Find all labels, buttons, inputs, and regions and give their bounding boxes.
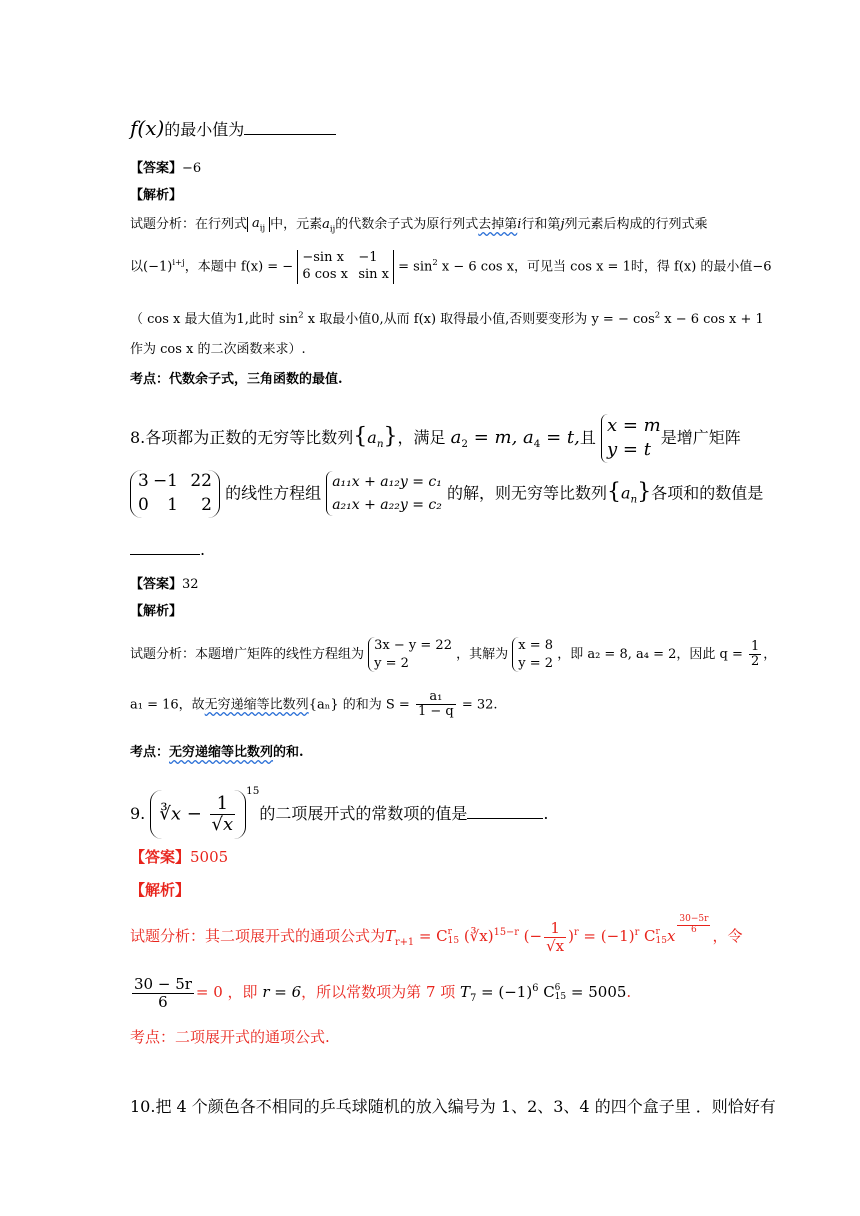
- formula: x: [666, 927, 676, 945]
- exponent-fraction: [677, 915, 710, 936]
- determinant: [297, 250, 394, 284]
- formula: (∛x): [459, 927, 494, 945]
- formula-sup: 6: [554, 983, 561, 993]
- system-xy: [601, 414, 661, 463]
- q8-blank-line: [130, 540, 205, 559]
- q9-analysis-line1: [130, 913, 743, 955]
- analysis-text: x − 6 cos x + 1: [660, 312, 764, 327]
- formula: C: [538, 983, 555, 1001]
- minus: −: [186, 803, 202, 825]
- system-eq: [368, 637, 452, 672]
- matrix-cell: 22: [190, 471, 212, 491]
- sys-row: 3x − y = 22: [374, 638, 452, 653]
- formula-sub: 15: [447, 936, 460, 946]
- formula-sub: 7: [470, 993, 477, 1004]
- frac-den: 6: [691, 924, 697, 935]
- frac-den: 2: [751, 654, 760, 670]
- formula: T: [385, 927, 396, 945]
- q8-analysis-tag: 【解析】: [130, 604, 183, 619]
- sys-row: y = 2: [518, 655, 554, 671]
- seq: a: [620, 483, 631, 503]
- answer-value: 5005: [190, 848, 229, 866]
- binomial-expr: [150, 790, 246, 839]
- analysis-text: 行和第: [521, 217, 561, 232]
- sys-row: a₂₁x + a₂₂y = c₂: [332, 496, 442, 513]
- power: 2: [654, 309, 661, 320]
- formula: = (−1): [476, 983, 533, 1001]
- var-j: j: [560, 217, 565, 232]
- q7-analysis-line3: [130, 308, 764, 327]
- analysis-text: ，所以常数项为第 7 项: [301, 983, 456, 1001]
- sys-row: a₁₁x + a₁₂y = c₁: [332, 474, 442, 491]
- stem-end: .: [200, 540, 206, 559]
- analysis-text: ，其解为: [456, 647, 509, 663]
- det-sub: ij: [259, 222, 266, 233]
- q7-stem: [130, 116, 336, 140]
- matrix-cell: 1: [167, 494, 178, 515]
- system-linear: [326, 471, 442, 516]
- seq-sub: n: [376, 437, 384, 450]
- fraction-q: [749, 640, 761, 670]
- analysis-text: （ cos x 最大值为1,此时 sin: [130, 312, 299, 327]
- q9-analysis-line2: [130, 976, 631, 1010]
- det-cell: −1: [358, 250, 378, 265]
- analysis-text: x 取最小值0,从而 f(x) 取得最小值,否则要变形为 y = − cos: [303, 312, 655, 327]
- analysis-text: 试题分析：在行列式: [130, 217, 248, 232]
- q8-analysis-line1: [130, 637, 776, 672]
- formula-sub: 15: [655, 936, 667, 946]
- analysis-text: = 0 ，即: [195, 983, 258, 1001]
- formula: (−: [518, 927, 543, 945]
- det-cell: sin x: [358, 266, 390, 282]
- formula: C: [639, 927, 656, 945]
- stem-text: 且: [579, 427, 596, 447]
- power: 2: [432, 257, 438, 268]
- matrix-cell: 0: [138, 494, 149, 515]
- analysis-text: ，令: [712, 927, 743, 945]
- q8-stem-line2: 3 −1 22 0 1 2 的线性方程组 a₁₁x + a₁₂y = c₁ a₂₁x + a₂₂y = c₂ 的解，则无穷等比数列$\{a_n\}$各项和的数值是: [130, 470, 763, 518]
- stem-text: 各项都为正数的无穷等比数列: [145, 427, 354, 447]
- seq-sub: n: [630, 493, 638, 506]
- analysis-text: ，: [763, 647, 777, 663]
- formula-sup: r: [447, 927, 452, 937]
- stem-text: 的线性方程组: [225, 483, 322, 503]
- q8-kaodian: [130, 741, 304, 760]
- analysis-text: 列元素后构成的行列式乘: [564, 217, 708, 232]
- formula-sup: r: [655, 927, 660, 937]
- formula: = 5005: [566, 983, 627, 1001]
- root-term: ∛x: [159, 803, 181, 825]
- analysis-text: 试题分析：其二项展开式的通项公式为: [130, 927, 386, 945]
- q7-kaodian: 考点：代数余子式，三角函数的最值.: [130, 372, 343, 387]
- q8-analysis-line2: [130, 690, 498, 720]
- frac-num: 1: [210, 794, 236, 815]
- stem-text: 的二项展开式的常数项的值是: [259, 803, 468, 823]
- frac-num: 30 − 5r: [134, 975, 192, 993]
- frac-den: √x: [546, 936, 565, 955]
- q10-stem: 10.把 4 个颜色各不相同的乒乓球随机的放入编号为 1、2、3、4 的四个盒子里 ．则恰好有: [130, 1097, 776, 1116]
- power: 2: [298, 309, 304, 320]
- matrix-cell: 3: [138, 471, 149, 491]
- cond: a: [450, 426, 462, 448]
- q9-stem: [130, 785, 549, 839]
- fraction: [210, 794, 236, 835]
- analysis-text: 试题分析：本题增广矩阵的线性方程组为: [130, 647, 365, 663]
- kaodian-text: 考点：: [130, 745, 170, 760]
- analysis-wavy: 去掉第: [478, 217, 518, 232]
- stem-text: 的解，则无穷等比数列: [446, 483, 607, 503]
- answer-tag: 【答案】: [130, 577, 183, 592]
- formula: r = 6: [262, 983, 302, 1001]
- question-number: 9.: [130, 803, 146, 823]
- power: 15: [246, 785, 260, 798]
- q7-answer: [130, 157, 201, 176]
- sys-row: y = t: [607, 439, 651, 461]
- answer-value: 32: [182, 577, 199, 592]
- analysis-wavy: 无穷递缩等比数列: [204, 697, 309, 713]
- det-elem: a: [252, 215, 260, 231]
- eq: x − 6 cos x: [437, 259, 515, 275]
- cond-sub: 4: [533, 437, 541, 450]
- analysis-text: = 32.: [461, 697, 498, 713]
- det-symbol: [247, 217, 270, 233]
- q8-answer: [130, 573, 199, 592]
- frac-den: 6: [158, 992, 168, 1011]
- fraction: [132, 976, 194, 1010]
- q9-answer: [130, 846, 228, 867]
- sys-row: x = 8: [518, 638, 554, 653]
- q7-stem-text: 的最小值为: [164, 120, 245, 139]
- q7-analysis-tag: 【解析】: [130, 188, 183, 203]
- q7-function: f(x): [130, 116, 165, 140]
- q9-answer-blank: [467, 818, 543, 819]
- elem-sub: ij: [329, 223, 336, 234]
- frac-num: 1: [544, 920, 566, 938]
- formula-sub: r+1: [395, 937, 415, 948]
- matrix-cell: 2: [201, 494, 212, 515]
- formula-sup: r: [634, 927, 640, 938]
- q9-analysis-tag: 【解析】: [130, 881, 191, 899]
- eq: = sin: [398, 259, 433, 275]
- det-cell: 6 cos x: [302, 266, 348, 282]
- var-i: i: [517, 217, 522, 232]
- augmented-matrix: [130, 470, 220, 518]
- stem-text: 是增广矩阵: [660, 427, 741, 447]
- analysis-text: ，即 a₂ = 8, a₄ = 2，因此 q =: [557, 647, 743, 663]
- formula: = (−1): [578, 927, 635, 945]
- q7-analysis-line1: [130, 213, 707, 234]
- stem-end: .: [543, 803, 549, 823]
- cond-sub: 2: [461, 437, 468, 450]
- frac-num: 1: [751, 638, 760, 654]
- analysis-text: .: [626, 983, 632, 1001]
- formula: = C: [414, 927, 448, 945]
- answer-tag: 【答案】: [130, 848, 191, 866]
- kaodian-text: 的和.: [273, 745, 304, 760]
- elem: a: [322, 217, 330, 232]
- formula-sub: 15: [554, 992, 567, 1002]
- cond: = m, a: [468, 426, 534, 448]
- analysis-text: 以(−1): [130, 259, 173, 275]
- formula-sup: 6: [532, 983, 539, 994]
- q7-answer-blank: [244, 134, 336, 135]
- fx: f(x) = −: [240, 259, 294, 275]
- analysis-text: 中，元素: [270, 217, 323, 232]
- frac-den: √x: [211, 813, 234, 835]
- frac-num: a₁: [416, 690, 456, 705]
- fraction: [544, 920, 566, 954]
- cond: = t,: [540, 426, 580, 448]
- q8-answer-blank: [130, 554, 200, 555]
- seq: a: [367, 427, 377, 447]
- det-cell: −sin x: [302, 250, 344, 265]
- frac-num: 30−5r: [679, 913, 709, 924]
- formula: T: [460, 983, 471, 1001]
- q7-analysis-line2: [130, 250, 772, 284]
- q7-analysis-line4: 作为 cos x 的二次函数来求）.: [130, 342, 306, 357]
- formula-sup: r: [573, 927, 579, 938]
- frac-den: 1 − q: [417, 704, 454, 720]
- stem-text: ，满足: [397, 427, 446, 447]
- question-number: 8.: [130, 427, 146, 447]
- matrix-cell: −1: [152, 471, 178, 491]
- q9-kaodian: 考点：二项展开式的通项公式.: [130, 1028, 330, 1046]
- formula-sup: 15−r: [493, 927, 519, 938]
- kaodian-wavy: 无穷递缩等比数列: [169, 745, 274, 760]
- analysis-text: 的代数余子式为原行列式: [335, 217, 479, 232]
- q8-stem-line1: 8.各项都为正数的无穷等比数列$\{a_n\}$，满足 $a_2 = m$, $a_4 = t$,且 x = m y = t 是增广矩阵: [130, 414, 741, 463]
- analysis-text: a₁ = 16，故: [130, 697, 205, 713]
- sys-row: x = m: [607, 415, 661, 436]
- sys-row: y = 2: [374, 655, 409, 671]
- answer-value: −6: [182, 161, 202, 176]
- system-solution: [512, 637, 553, 672]
- answer-tag: 【答案】: [130, 161, 183, 176]
- fraction-sum: [416, 690, 456, 720]
- analysis-text: ，可见当 cos x = 1时，得 f(x) 的最小值−6: [514, 259, 772, 275]
- formula: ): [568, 927, 574, 945]
- stem-text: 各项和的数值是: [651, 483, 764, 503]
- analysis-text: {aₙ} 的和为 S =: [308, 697, 410, 713]
- power: i+j: [172, 257, 185, 268]
- analysis-text: ，本题中: [184, 259, 237, 275]
